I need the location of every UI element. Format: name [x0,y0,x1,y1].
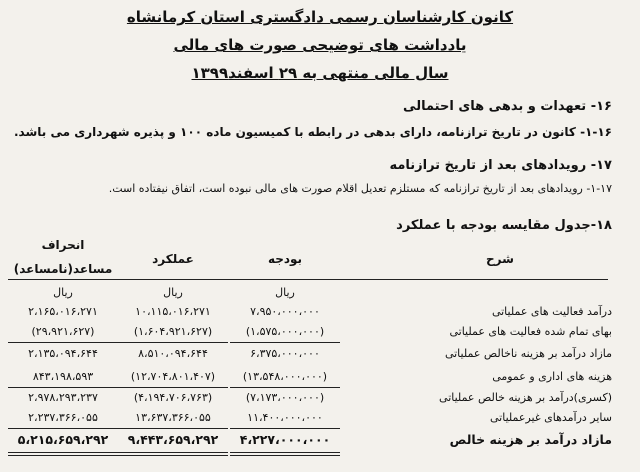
row-actual: (۱۲،۷۰۴،۸۰۱،۴۰۷) [130,370,216,383]
row-actual: ۱۳،۶۳۷،۳۶۶،۰۵۵ [135,411,211,424]
unit-variance: ریال [53,286,73,299]
subtotal-rule-budget [230,387,340,388]
total-row [0,432,640,453]
note17-text: ۱-۱۷- رویدادهای بعد از تاریخ ترازنامه که مستلزم تعدیل اقلام صورت های مالی نبوده است، اتفاق نیفتاده است. [108,182,612,195]
subtotal-rule-actual [118,387,228,388]
subtotal-rule-variance [8,387,118,388]
row-label: مازاد درآمد بر هزینه ناخالص عملیاتی [444,347,612,360]
row-label: هزینه های اداری و عمومی [492,370,612,383]
total-label: مازاد درآمد بر هزینه خالص [449,432,612,447]
table-row [0,305,640,326]
table-row [0,391,640,412]
column-header-actual: عملکرد [152,252,194,266]
total-rule-budget [230,428,340,429]
subtotal-rule-actual [118,342,228,343]
row-label: بهای تمام شده فعالیت های عملیاتی [449,325,612,338]
row-variance: (۲۹،۹۲۱،۶۲۷) [31,325,95,338]
row-actual: (۱،۶۰۴،۹۲۱،۶۲۷) [133,325,213,338]
column-header-variance: انحراف [41,238,85,252]
double-rule-actual-1 [118,452,228,453]
row-budget: ۶،۳۷۵،۰۰۰،۰۰۰ [250,347,320,360]
note18-title: ۱۸-جدول مقایسه بودجه با عملکرد [396,218,612,233]
total-budget: ۴،۲۲۷،۰۰۰،۰۰۰ [239,432,331,447]
row-variance: ۲،۹۷۸،۲۹۳،۲۳۷ [28,391,98,404]
total-variance: ۵،۲۱۵،۶۵۹،۲۹۲ [17,432,109,447]
row-budget: (۱،۵۷۵،۰۰۰،۰۰۰) [245,325,325,338]
note17-title: ۱۷- رویدادهای بعد از تاریخ ترازنامه [389,158,612,173]
row-variance: ۲،۲۳۷،۳۶۶،۰۵۵ [28,411,98,424]
double-rule-budget-2 [230,455,340,456]
unit-budget: ریال [275,286,295,299]
double-rule-variance-2 [8,455,118,456]
total-rule-actual [118,428,228,429]
column-header-budget: بودجه [267,252,303,266]
total-rule-variance [8,428,118,429]
column-header-description: شرح [486,252,514,266]
row-budget: (۱۳،۵۴۸،۰۰۰،۰۰۰) [242,370,328,383]
double-rule-actual-2 [118,455,228,456]
note16-text: ۱-۱۶- کانون در تاریخ ترازنامه، دارای بدهی در رابطه با کمیسیون ماده ۱۰۰ و پذیره شهرداری می باشد. [13,125,612,139]
header-divider [8,279,608,280]
row-variance: ۲،۱۶۵،۰۱۶،۲۷۱ [28,305,98,318]
row-label: درآمد فعالیت های عملیاتی [491,305,612,318]
row-actual: ۸،۵۱۰،۰۹۴،۶۴۴ [138,347,208,360]
table-row [0,347,640,368]
unit-actual: ریال [163,286,183,299]
row-label: سایر درآمدهای غیرعملیاتی [490,411,612,424]
subtotal-rule-variance [8,342,118,343]
note16-title: ۱۶- تعهدات و بدهی های احتمالی [403,99,612,114]
row-actual: (۴،۱۹۴،۷۰۶،۷۶۳) [133,391,213,404]
fiscal-year-title: سال مالی منتهی به ۲۹ اسفند۱۳۹۹ [191,64,449,82]
organization-title: کانون کارشناسان رسمی دادگستری استان کرمانشاه [126,8,514,26]
row-variance: ۲،۱۳۵،۰۹۴،۶۴۴ [28,347,98,360]
row-budget: ۷،۹۵۰،۰۰۰،۰۰۰ [250,305,320,318]
row-budget: ۱۱،۴۰۰،۰۰۰،۰۰۰ [247,411,323,424]
column-header-variance-sub: مساعد(نامساعد) [13,262,113,276]
row-label: (کسری)درآمد بر هزینه خالص عملیاتی [439,391,612,404]
total-actual: ۹،۴۴۳،۶۵۹،۲۹۲ [127,432,219,447]
double-rule-variance-1 [8,452,118,453]
row-variance: ۸۴۳،۱۹۸،۵۹۳ [32,370,94,383]
row-budget: (۷،۱۷۳،۰۰۰،۰۰۰) [245,391,325,404]
subtotal-rule-budget [230,342,340,343]
row-actual: ۱۰،۱۱۵،۰۱۶،۲۷۱ [135,305,211,318]
document-title: یادداشت های توضیحی صورت های مالی [173,36,467,54]
double-rule-budget-1 [230,452,340,453]
